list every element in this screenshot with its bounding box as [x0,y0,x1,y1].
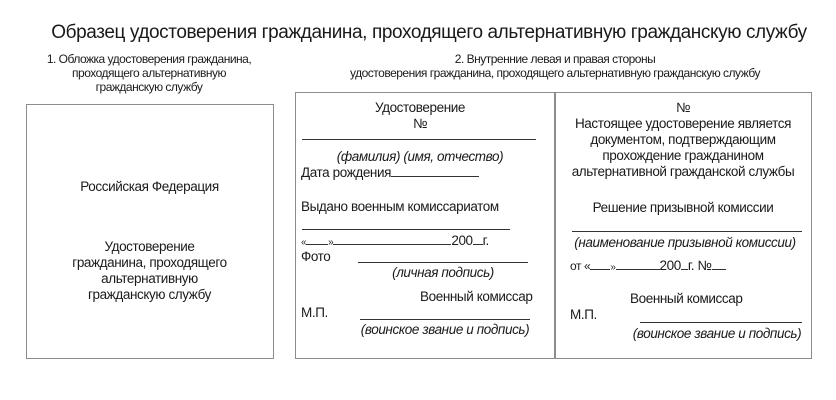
cover-country: Российская Федерация [80,179,219,194]
birth-date-field [391,165,479,177]
year-prefix: 200 [659,258,681,273]
stamp-label: М.П. [301,305,328,320]
name-hint: (фамилия) (имя, отчество) [336,149,504,164]
name-field-line [302,139,536,140]
quote-open: « [301,237,307,248]
decision-label: Решение призывной комиссии [592,200,774,215]
commissar-label: Военный комиссар [420,289,533,304]
rank-signature-hint: (воинское звание и подпись) [632,326,802,341]
month-field [616,258,660,270]
quote-close: » [328,237,334,248]
issued-by-line [302,229,510,230]
cover-caption-line: гражданскую службу [95,80,203,94]
commissar-signature-line [360,319,530,320]
year-suffix: г. [482,233,489,248]
year-field [473,233,483,245]
from-label: от « [570,259,591,273]
personal-signature-line [358,262,528,263]
right-number-sign: № [675,100,691,115]
day-field [306,233,328,245]
month-field [333,233,451,245]
cover-caption [18,52,280,94]
commission-name-hint: (наименование призывной комиссии) [574,235,796,250]
cover-heading-line: гражданина, проходящего [72,255,227,270]
decision-date-row [570,258,726,276]
rank-signature-hint: (воинское звание и подпись) [360,322,530,337]
birth-date-row [301,165,479,181]
commission-name-line [572,231,802,232]
decision-number-field [712,258,726,270]
cover-caption-line: 1. Обложка удостоверения гражданина, [46,52,252,66]
stamp-label: М.П. [570,307,597,322]
statement-line: документом, подтверждающим [590,132,776,147]
cover-caption-line: проходящего альтернативную [72,66,226,80]
left-heading: Удостоверение [374,100,466,115]
statement-line: альтернативной гражданской службы [571,164,795,179]
cover-heading-line: гражданскую службу [88,287,211,302]
left-number-sign: № [412,116,428,131]
quote-close: » [610,262,616,273]
commissar-label: Военный комиссар [630,291,743,306]
statement-line: прохождение гражданином [602,148,764,163]
commissar-signature-line [640,322,802,323]
birth-label: Дата рождения [301,165,392,180]
page-title: Образец удостоверения гражданина, проходящего альтернативную гражданскую службу [51,22,807,43]
cover-heading-line: альтернативную [101,271,198,286]
year-suffix-number: г. № [687,258,712,273]
statement-line: Настоящее удостоверение является [574,116,792,131]
inner-caption [300,52,810,80]
issued-by-label: Выдано военным комиссариатом [301,199,499,214]
page-divider [554,92,556,359]
photo-label: Фото [301,249,331,264]
inner-caption-line: удостоверения гражданина, проходящего альтернативную гражданскую службу [350,66,760,80]
personal-signature-hint: (личная подпись) [392,265,494,280]
year-field [681,258,688,270]
certificate-cover [26,104,274,359]
day-field [590,258,610,270]
cover-heading: Удостоверение [104,239,195,254]
inner-caption-line: 2. Внутренние левая и правая стороны [454,52,656,66]
year-prefix: 200 [451,233,473,248]
